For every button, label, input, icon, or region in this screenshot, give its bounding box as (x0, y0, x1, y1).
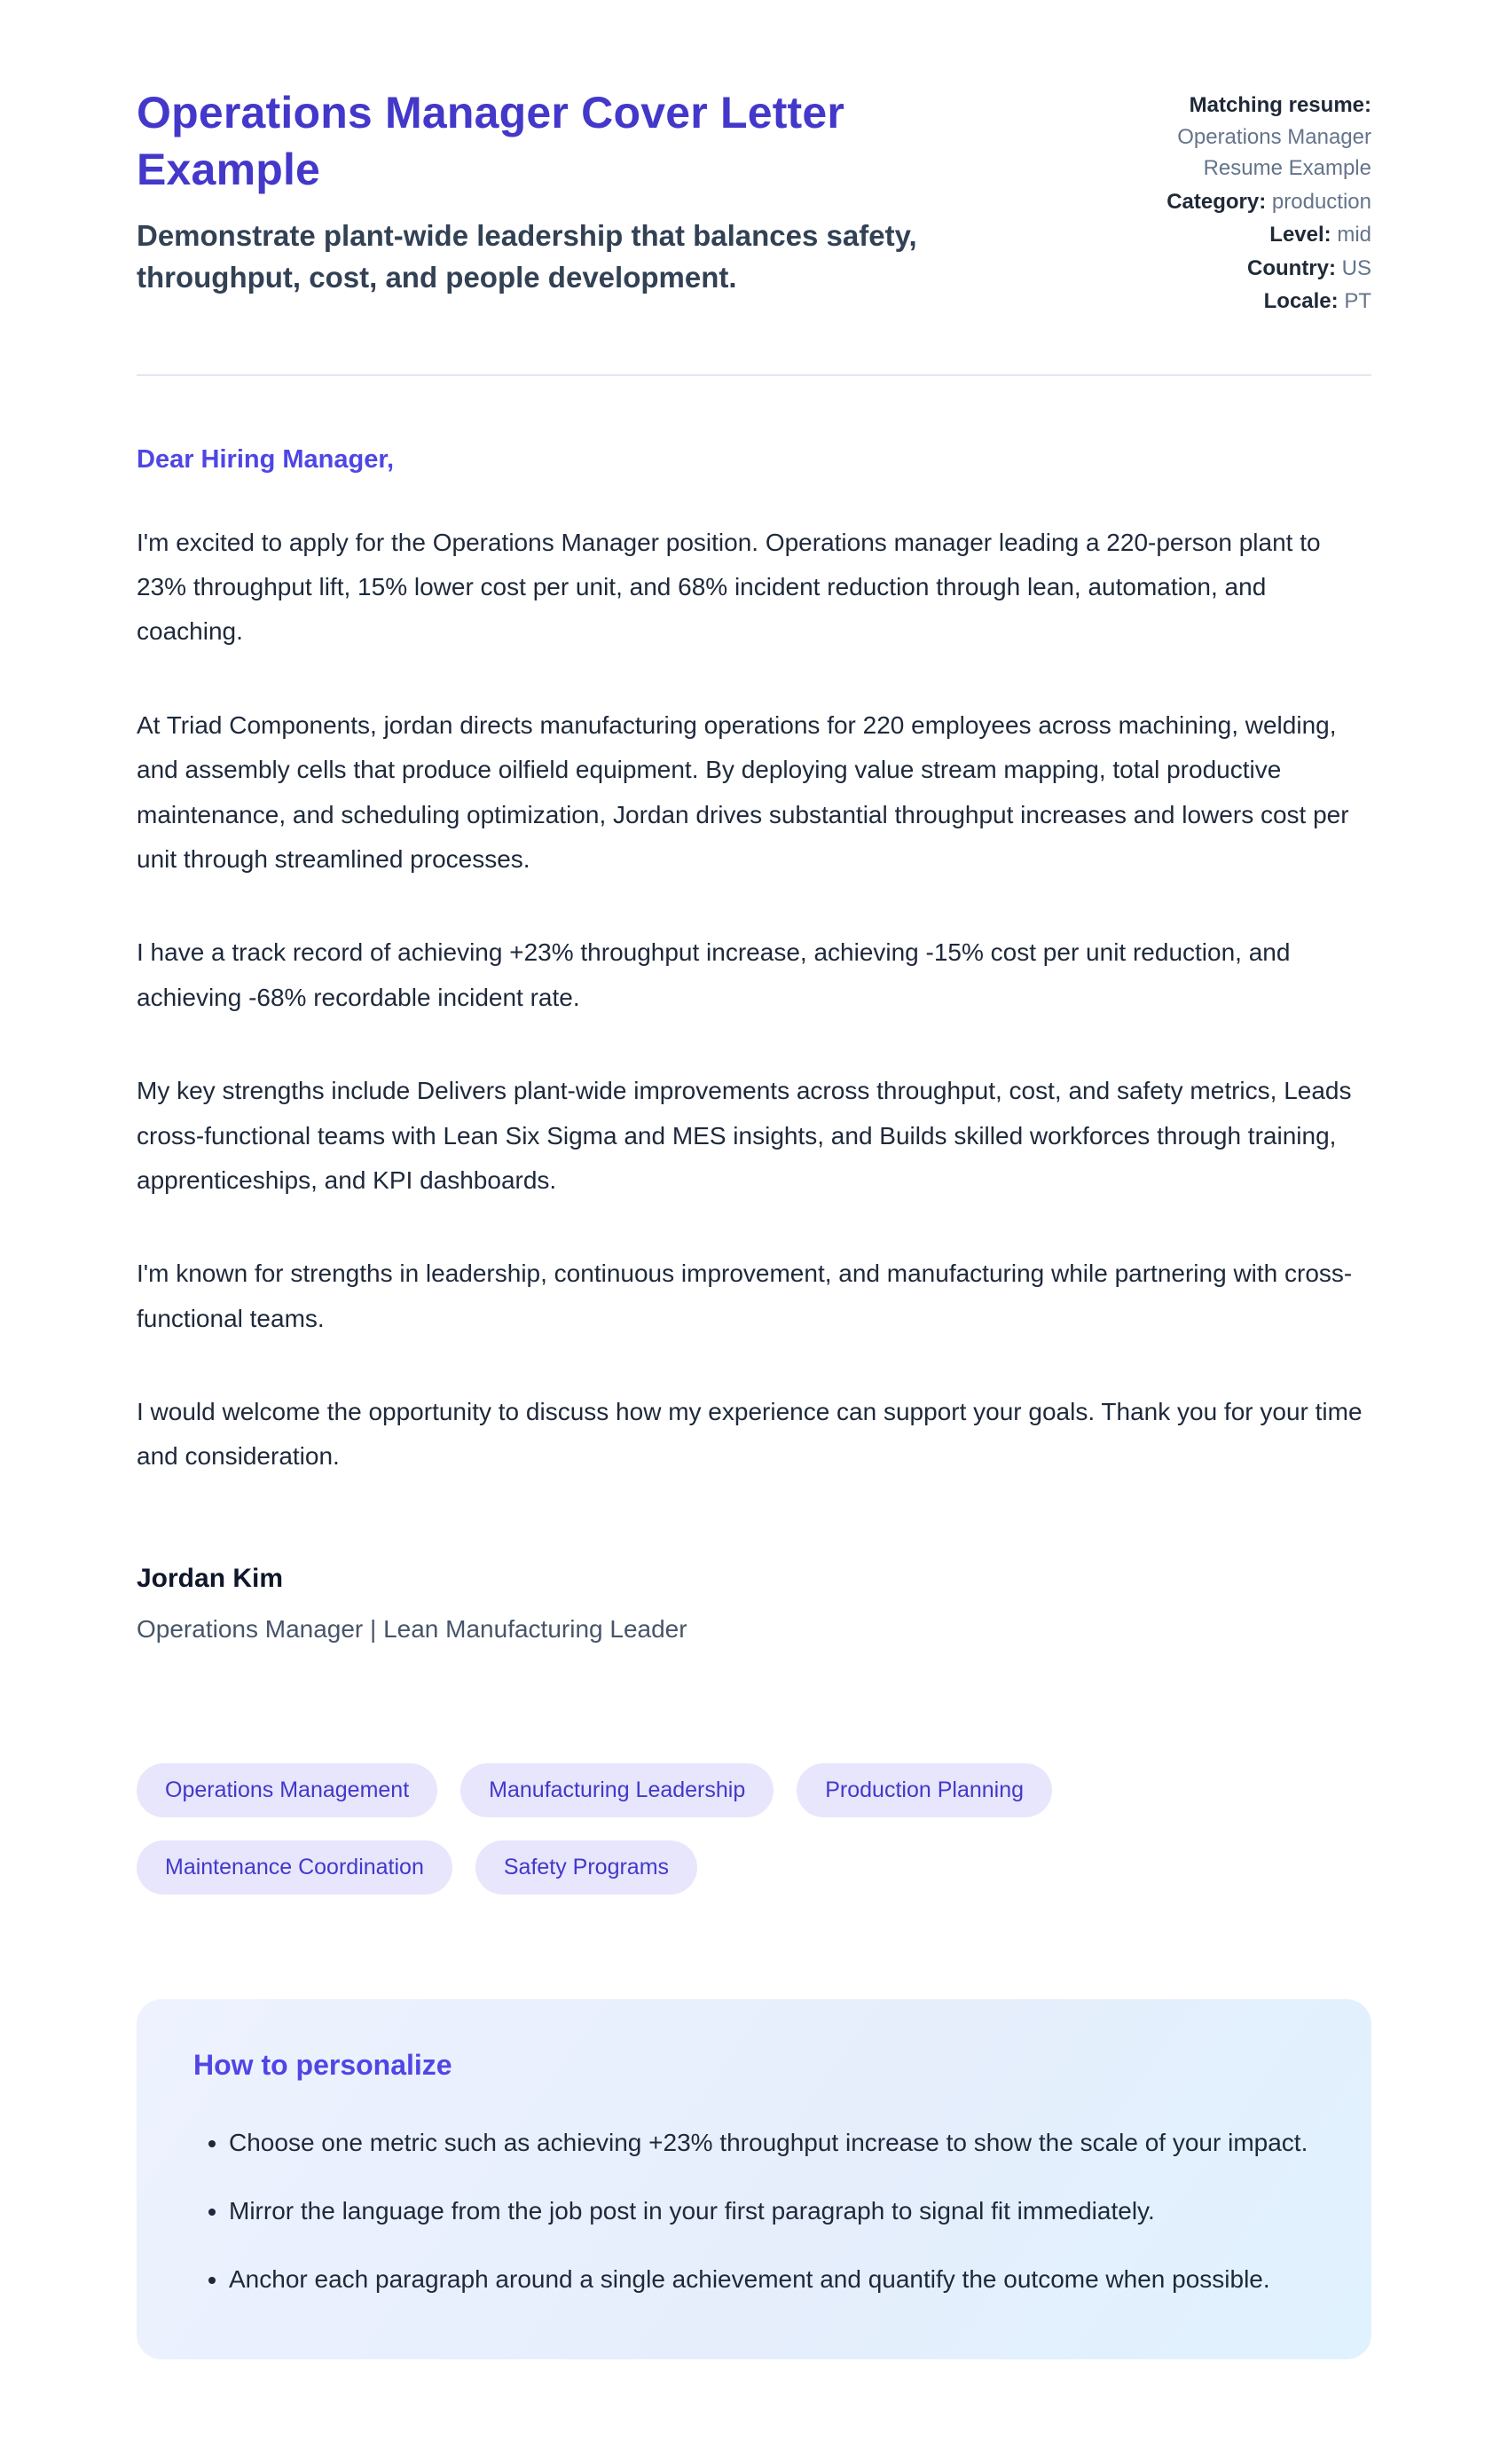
skill-tag: Operations Management (137, 1763, 437, 1817)
skill-tag: Maintenance Coordination (137, 1840, 452, 1895)
letter-paragraph: I have a track record of achieving +23% throughput increase, achieving -15% cost per unit reduction, and achieving -68% recordable incident rate. (137, 938, 1291, 1011)
meta-category-value: production (1271, 189, 1371, 214)
header-divider (137, 374, 1371, 376)
signature-name: Jordan Kim (137, 1563, 284, 1593)
personalize-tip: • Mirror the language from the job post in your first paragraph to signal fit immediately. (229, 2189, 1318, 2233)
signature-role: Operations Manager | Lean Manufacturing Leader (137, 1614, 687, 1643)
meta-category-label: Category: (1166, 189, 1267, 214)
meta-country-value: US (1341, 255, 1371, 280)
letter-paragraph: I would welcome the opportunity to discuss how my experience can support your goals. Thank you for your time and consideration. (137, 1398, 1363, 1471)
meta-country (1136, 253, 1371, 285)
letter-paragraph: At Triad Components, jordan directs manufacturing operations for 220 employees across machining, welding, and assembly cells that produce oilfield equipment. By deploying value stream mapping, total productive maintenance, and scheduling optimization, Jordan drives substantial throughput increases and lowers cost per unit through streamlined processes. (137, 710, 1349, 873)
personalize-card (137, 1999, 1371, 2359)
meta-level-value: mid (1337, 223, 1371, 247)
header-left (137, 84, 988, 299)
meta-matching-resume-label: Matching resume: (1189, 93, 1371, 117)
skill-tag: Production Planning (797, 1763, 1052, 1817)
personalize-title: How to personalize (193, 2048, 452, 2081)
meta-matching-resume-value: Operations Manager Resume Example (1177, 124, 1371, 181)
meta-level (1136, 219, 1371, 251)
meta-level-label: Level: (1269, 223, 1331, 247)
meta-category (1136, 186, 1371, 218)
meta-panel (1136, 84, 1371, 319)
meta-locale-value: PT (1344, 289, 1371, 314)
letter-body (137, 445, 1371, 1644)
page-title: Operations Manager Cover Letter Example (137, 88, 845, 194)
meta-country-label: Country: (1247, 255, 1336, 280)
letter-paragraph: I'm excited to apply for the Operations Manager position. Operations manager leading a 220-person plant to 23% throughput lift, 15% lower cost per unit, and 68% incident reduction through lean, automation, and coaching. (137, 528, 1321, 646)
letter-paragraph: I'm known for strengths in leadership, continuous improvement, and manufacturing while partnering with cross-functional teams. (137, 1259, 1353, 1332)
skill-tag: Safety Programs (475, 1840, 697, 1895)
skill-tag: Manufacturing Leadership (460, 1763, 774, 1817)
letter-salutation: Dear Hiring Manager, (137, 444, 395, 474)
skill-tags (137, 1763, 1112, 1895)
meta-matching-resume (1136, 90, 1371, 184)
page-header (137, 84, 1371, 319)
letter-signature (137, 1564, 1371, 1644)
meta-locale (1136, 286, 1371, 318)
cover-letter-page (137, 0, 1371, 2359)
personalize-list (174, 2121, 1318, 2301)
page-subtitle: Demonstrate plant-wide leadership that balances safety, throughput, cost, and people development. (137, 219, 917, 294)
meta-locale-label: Locale: (1263, 289, 1339, 314)
personalize-tip: • Choose one metric such as achieving +23% throughput increase to show the scale of your impact. (229, 2121, 1318, 2164)
personalize-tip: • Anchor each paragraph around a single achievement and quantify the outcome when possible. (229, 2257, 1318, 2301)
letter-paragraph: My key strengths include Delivers plant-wide improvements across throughput, cost, and safety metrics, Leads cross-functional teams with Lean Six Sigma and MES insights, and Builds skilled workforces through training, apprenticeships, and KPI dashboards. (137, 1077, 1352, 1194)
